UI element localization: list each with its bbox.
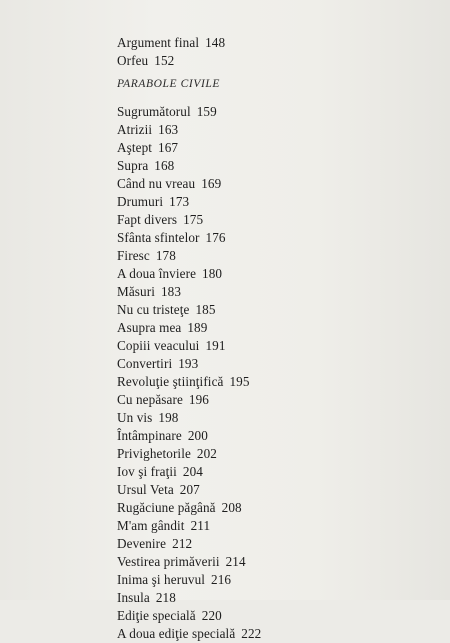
- toc-entry: [117, 139, 417, 157]
- toc-entry-title: Întâmpinare: [117, 428, 182, 443]
- section-heading: PARABOLE CIVILE: [117, 78, 221, 90]
- toc-entry-page-number: 173: [169, 194, 190, 209]
- toc-entry-page-number: 183: [160, 284, 182, 299]
- toc-entry: [117, 283, 417, 301]
- toc-entry: [117, 52, 417, 70]
- toc-entry-page-number: 214: [225, 554, 246, 569]
- toc-entry-title: Convertiri: [117, 356, 173, 371]
- toc-entry-title: Devenire: [117, 536, 167, 551]
- toc-entry-page-number: 180: [202, 266, 223, 281]
- toc-entry: [117, 553, 417, 571]
- toc-entry-page-number: 178: [155, 248, 176, 263]
- toc-entry-title: Ursul Veta: [117, 482, 174, 497]
- toc-entry-page-number: 212: [172, 536, 193, 551]
- toc-entry: [117, 535, 417, 553]
- toc-entry-title: Aştept: [117, 140, 153, 155]
- toc-entry: [117, 34, 417, 52]
- toc-entry: [117, 229, 417, 247]
- toc-entry-title: Revoluţie ştiinţifică: [117, 374, 224, 389]
- toc-entry-page-number: 207: [179, 482, 200, 497]
- toc-entry-page-number: 196: [188, 392, 210, 407]
- toc-entry-page-number: 191: [205, 338, 226, 353]
- toc-entry: [117, 319, 417, 337]
- toc-entry-title: Cu nepăsare: [117, 392, 183, 407]
- toc-entry-title: Firesc: [117, 248, 150, 263]
- toc-entry: [117, 265, 417, 283]
- toc-entry-page-number: 220: [201, 608, 222, 623]
- toc-entry-page-number: 208: [221, 500, 242, 515]
- toc-entry-title: Un vis: [117, 410, 153, 425]
- toc-entry: [117, 445, 417, 463]
- toc-entry-title: Orfeu: [117, 53, 149, 68]
- toc-entry-title: Nu cu tristeţe: [117, 302, 190, 317]
- toc-entry: [117, 247, 417, 265]
- toc-entry-title: Ediţie specială: [117, 608, 196, 623]
- toc-entry: [117, 121, 417, 139]
- toc-entry: [117, 589, 417, 607]
- toc-entry-title: Privighetorile: [117, 446, 191, 461]
- toc-entry-title: Asupra mea: [117, 320, 182, 335]
- toc-entry: [117, 409, 417, 427]
- toc-entry-page-number: 222: [241, 626, 262, 641]
- toc-entry-page-number: 169: [201, 176, 222, 191]
- toc-entry-page-number: 175: [183, 212, 204, 227]
- toc-entry-title: Când nu vreau: [117, 176, 196, 191]
- toc-entry-page-number: 176: [205, 230, 226, 245]
- toc-entry-title: A doua înviere: [117, 266, 197, 281]
- toc-entry-title: Drumuri: [117, 194, 164, 209]
- toc-entry: [117, 301, 417, 319]
- toc-entry: [117, 157, 417, 175]
- toc-entry-title: Sfânta sfintelor: [117, 230, 200, 245]
- toc-entry: [117, 571, 417, 589]
- toc-entry-title: A doua ediţie specială: [117, 626, 236, 641]
- toc-top-entries: [117, 34, 417, 70]
- toc-entry: [117, 625, 417, 643]
- toc-entry-page-number: 168: [154, 158, 175, 173]
- toc-entry-title: Atrizii: [117, 122, 153, 137]
- toc-entry-page-number: 163: [158, 122, 179, 137]
- toc-entry: [117, 463, 417, 481]
- toc-entry-page-number: 167: [158, 140, 179, 155]
- toc-entry-page-number: 148: [205, 35, 226, 50]
- toc-entry-page-number: 216: [211, 572, 232, 587]
- toc-entry-title: Argument final: [117, 35, 200, 50]
- toc-entry-title: Inima şi heruvul: [117, 572, 206, 587]
- toc-entry: [117, 355, 417, 373]
- toc-entry: [117, 193, 417, 211]
- toc-entry-title: Supra: [117, 158, 149, 173]
- toc-entry-title: Sugrumătorul: [117, 104, 191, 119]
- toc-entry-title: Vestirea primăverii: [117, 554, 220, 569]
- toc-entry-page-number: 193: [178, 356, 199, 371]
- toc-entry: [117, 391, 417, 409]
- toc-entry-page-number: 200: [187, 428, 208, 443]
- toc-entry-title: M'am gândit: [117, 518, 185, 533]
- toc-entry-page-number: 198: [158, 410, 179, 425]
- toc-entry-page-number: 211: [190, 518, 211, 533]
- toc-entry: [117, 517, 417, 535]
- toc-section-entries: [117, 103, 417, 643]
- toc-entry-title: Rugăciune păgână: [117, 500, 216, 515]
- toc-entry-title: Insula: [117, 590, 150, 605]
- toc-entry: [117, 337, 417, 355]
- toc-entry-title: Iov şi fraţii: [117, 464, 177, 479]
- toc-entry: [117, 499, 417, 517]
- toc-entry: [117, 607, 417, 625]
- toc-entry-page-number: 204: [182, 464, 203, 479]
- toc-entry-page-number: 189: [187, 320, 208, 335]
- toc-entry-title: Măsuri: [117, 284, 155, 299]
- toc-entry: [117, 373, 417, 391]
- toc-entry-page-number: 159: [196, 104, 217, 119]
- toc-entry: [117, 211, 417, 229]
- toc-entry-title: Copiii veacului: [117, 338, 200, 353]
- toc-entry: [117, 175, 417, 193]
- toc-entry: [117, 103, 417, 121]
- toc-entry-page-number: 218: [155, 590, 176, 605]
- toc-entry: [117, 427, 417, 445]
- toc-entry-page-number: 202: [196, 446, 218, 461]
- table-of-contents: [117, 34, 417, 643]
- toc-entry-page-number: 195: [229, 374, 250, 389]
- toc-entry-page-number: 185: [195, 302, 216, 317]
- toc-entry-page-number: 152: [154, 53, 175, 68]
- toc-entry: [117, 481, 417, 499]
- toc-entry-title: Fapt divers: [117, 212, 178, 227]
